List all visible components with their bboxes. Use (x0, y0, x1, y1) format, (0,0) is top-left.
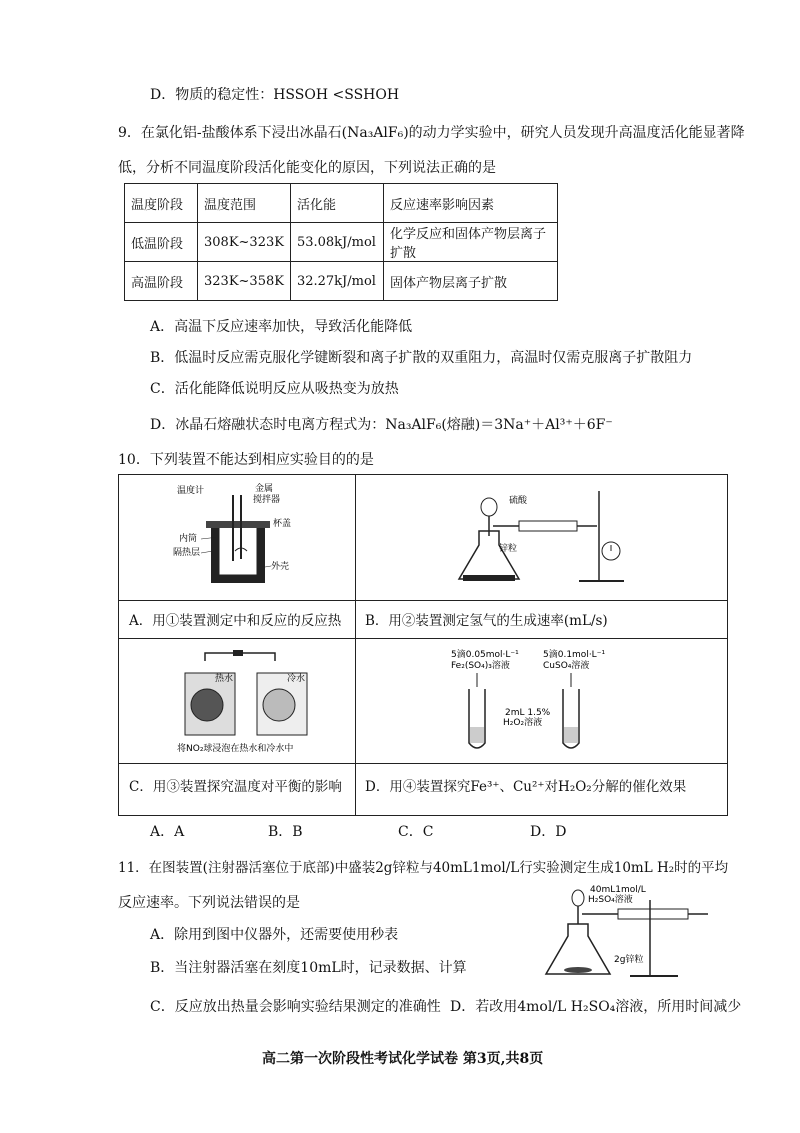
table-cell: 32.27kJ/mol (290, 262, 383, 301)
fig4-label: 5滴0.05mol·L⁻¹ (451, 650, 519, 660)
table-header-cell: 温度范围 (198, 184, 291, 223)
q10-answer-b: B．B (268, 824, 303, 840)
table-row (125, 223, 558, 262)
table-cell: 53.08kJ/mol (290, 223, 383, 262)
catalysis-figure (445, 643, 625, 758)
hydrogen-rate-figure (449, 481, 649, 596)
fig1-label: 金属 (255, 484, 274, 494)
q9-option-b: B．低温时反应需克服化学键断裂和离子扩散的双重阻力，高温时仅需克服离子扩散阻力 (150, 350, 693, 366)
q10-apparatus-grid (118, 474, 728, 816)
fig11-label: 40mL1mol/L (590, 885, 646, 895)
fig1-label: 隔热层 (173, 548, 201, 558)
page-footer: 高二第一次阶段性考试化学试卷 第3页,共8页 (262, 1051, 544, 1067)
fig1-label: 温度计 (177, 486, 205, 496)
q11-option-a: A．除用到图中仪器外，还需要使用秒表 (150, 927, 399, 943)
fig1-label: 搅拌器 (253, 495, 281, 505)
q10-caption-d: D．用④装置探究Fe³⁺、Cu²⁺对H₂O₂分解的催化效果 (365, 779, 687, 795)
fig1-label: 外壳 (271, 562, 290, 572)
table-cell: 308K~323K (198, 223, 291, 262)
q11-option-d: D．若改用4mol/L H₂SO₄溶液，所用时间减少 (450, 999, 742, 1015)
fig4-label: Fe₂(SO₄)₃溶液 (451, 661, 510, 671)
table-header-cell: 活化能 (290, 184, 383, 223)
table-cell: 323K~358K (198, 262, 291, 301)
fig1-label: 内筒 (179, 534, 198, 544)
table-cell: 高温阶段 (125, 262, 198, 301)
table-cell: 固体产物层离子扩散 (383, 262, 557, 301)
q9-table (124, 183, 558, 301)
q9-stem-line1: 9．在氯化铝-盐酸体系下浸出冰晶石(Na₃AlF₆)的动力学实验中，研究人员发现升高温度活化能显著降 (118, 125, 745, 141)
q10-stem: 10．下列装置不能达到相应实验目的的是 (118, 452, 374, 468)
table-header-cell: 温度阶段 (125, 184, 198, 223)
q10-answer-c: C．C (398, 824, 434, 840)
fig3-caption: 将NO₂球浸泡在热水和冷水中 (177, 744, 294, 754)
table-cell: 低温阶段 (125, 223, 198, 262)
q10-answer-a: A．A (150, 824, 185, 840)
table-row (125, 262, 558, 301)
table-cell: 化学反应和固体产物层离子扩散 (383, 223, 557, 262)
q9-stem-line2: 低，分析不同温度阶段活化能变化的原因，下列说法正确的是 (118, 160, 496, 176)
q10-caption-c: C．用③装置探究温度对平衡的影响 (129, 779, 342, 795)
no2-equilibrium-figure (175, 643, 335, 758)
fig4-label: 5滴0.1mol·L⁻¹ (543, 650, 606, 660)
table-header-cell: 反应速率影响因素 (383, 184, 557, 223)
fig4-label: 2mL 1.5% (505, 708, 551, 718)
q9-option-c: C．活化能降低说明反应从吸热变为放热 (150, 381, 399, 397)
q8-option-d: D．物质的稳定性：HSSOH <SSHOH (150, 87, 400, 103)
fig2-label: 锌粒 (499, 544, 518, 554)
table-header-row (125, 184, 558, 223)
fig3-label: 热水 (215, 674, 234, 684)
fig3-label: 冷水 (287, 674, 306, 684)
fig4-label: CuSO₄溶液 (543, 661, 590, 671)
fig11-label: 2g锌粒 (614, 955, 644, 965)
q9-option-a: A．高温下反应速率加快，导致活化能降低 (150, 319, 413, 335)
fig11-label: H₂SO₄溶液 (588, 895, 633, 905)
calorimeter-figure (159, 481, 319, 596)
q10-caption-a: A．用①装置测定中和反应的反应热 (129, 613, 342, 629)
fig4-label: H₂O₂溶液 (503, 718, 543, 728)
q11-option-b: B．当注射器活塞在刻度10mL时，记录数据、计算 (150, 960, 467, 976)
q10-answer-d: D．D (530, 824, 567, 840)
q11-apparatus-figure (538, 880, 728, 980)
q9-option-d: D．冰晶石熔融状态时电离方程式为：Na₃AlF₆(熔融)＝3Na⁺＋Al³⁺＋6F⁻ (150, 417, 613, 433)
q10-caption-b: B．用②装置测定氢气的生成速率(mL/s) (365, 613, 608, 629)
q11-option-c: C．反应放出热量会影响实验结果测定的准确性 (150, 999, 441, 1015)
q11-stem-line1: 11．在图装置(注射器活塞位于底部)中盛装2g锌粒与40mL1mol/L行实验测定生成10mL H₂时的平均 (118, 860, 729, 876)
q11-stem-line2: 反应速率。下列说法错误的是 (118, 895, 300, 911)
fig1-label: 杯盖 (273, 519, 292, 529)
fig2-label: 硫酸 (509, 496, 528, 506)
